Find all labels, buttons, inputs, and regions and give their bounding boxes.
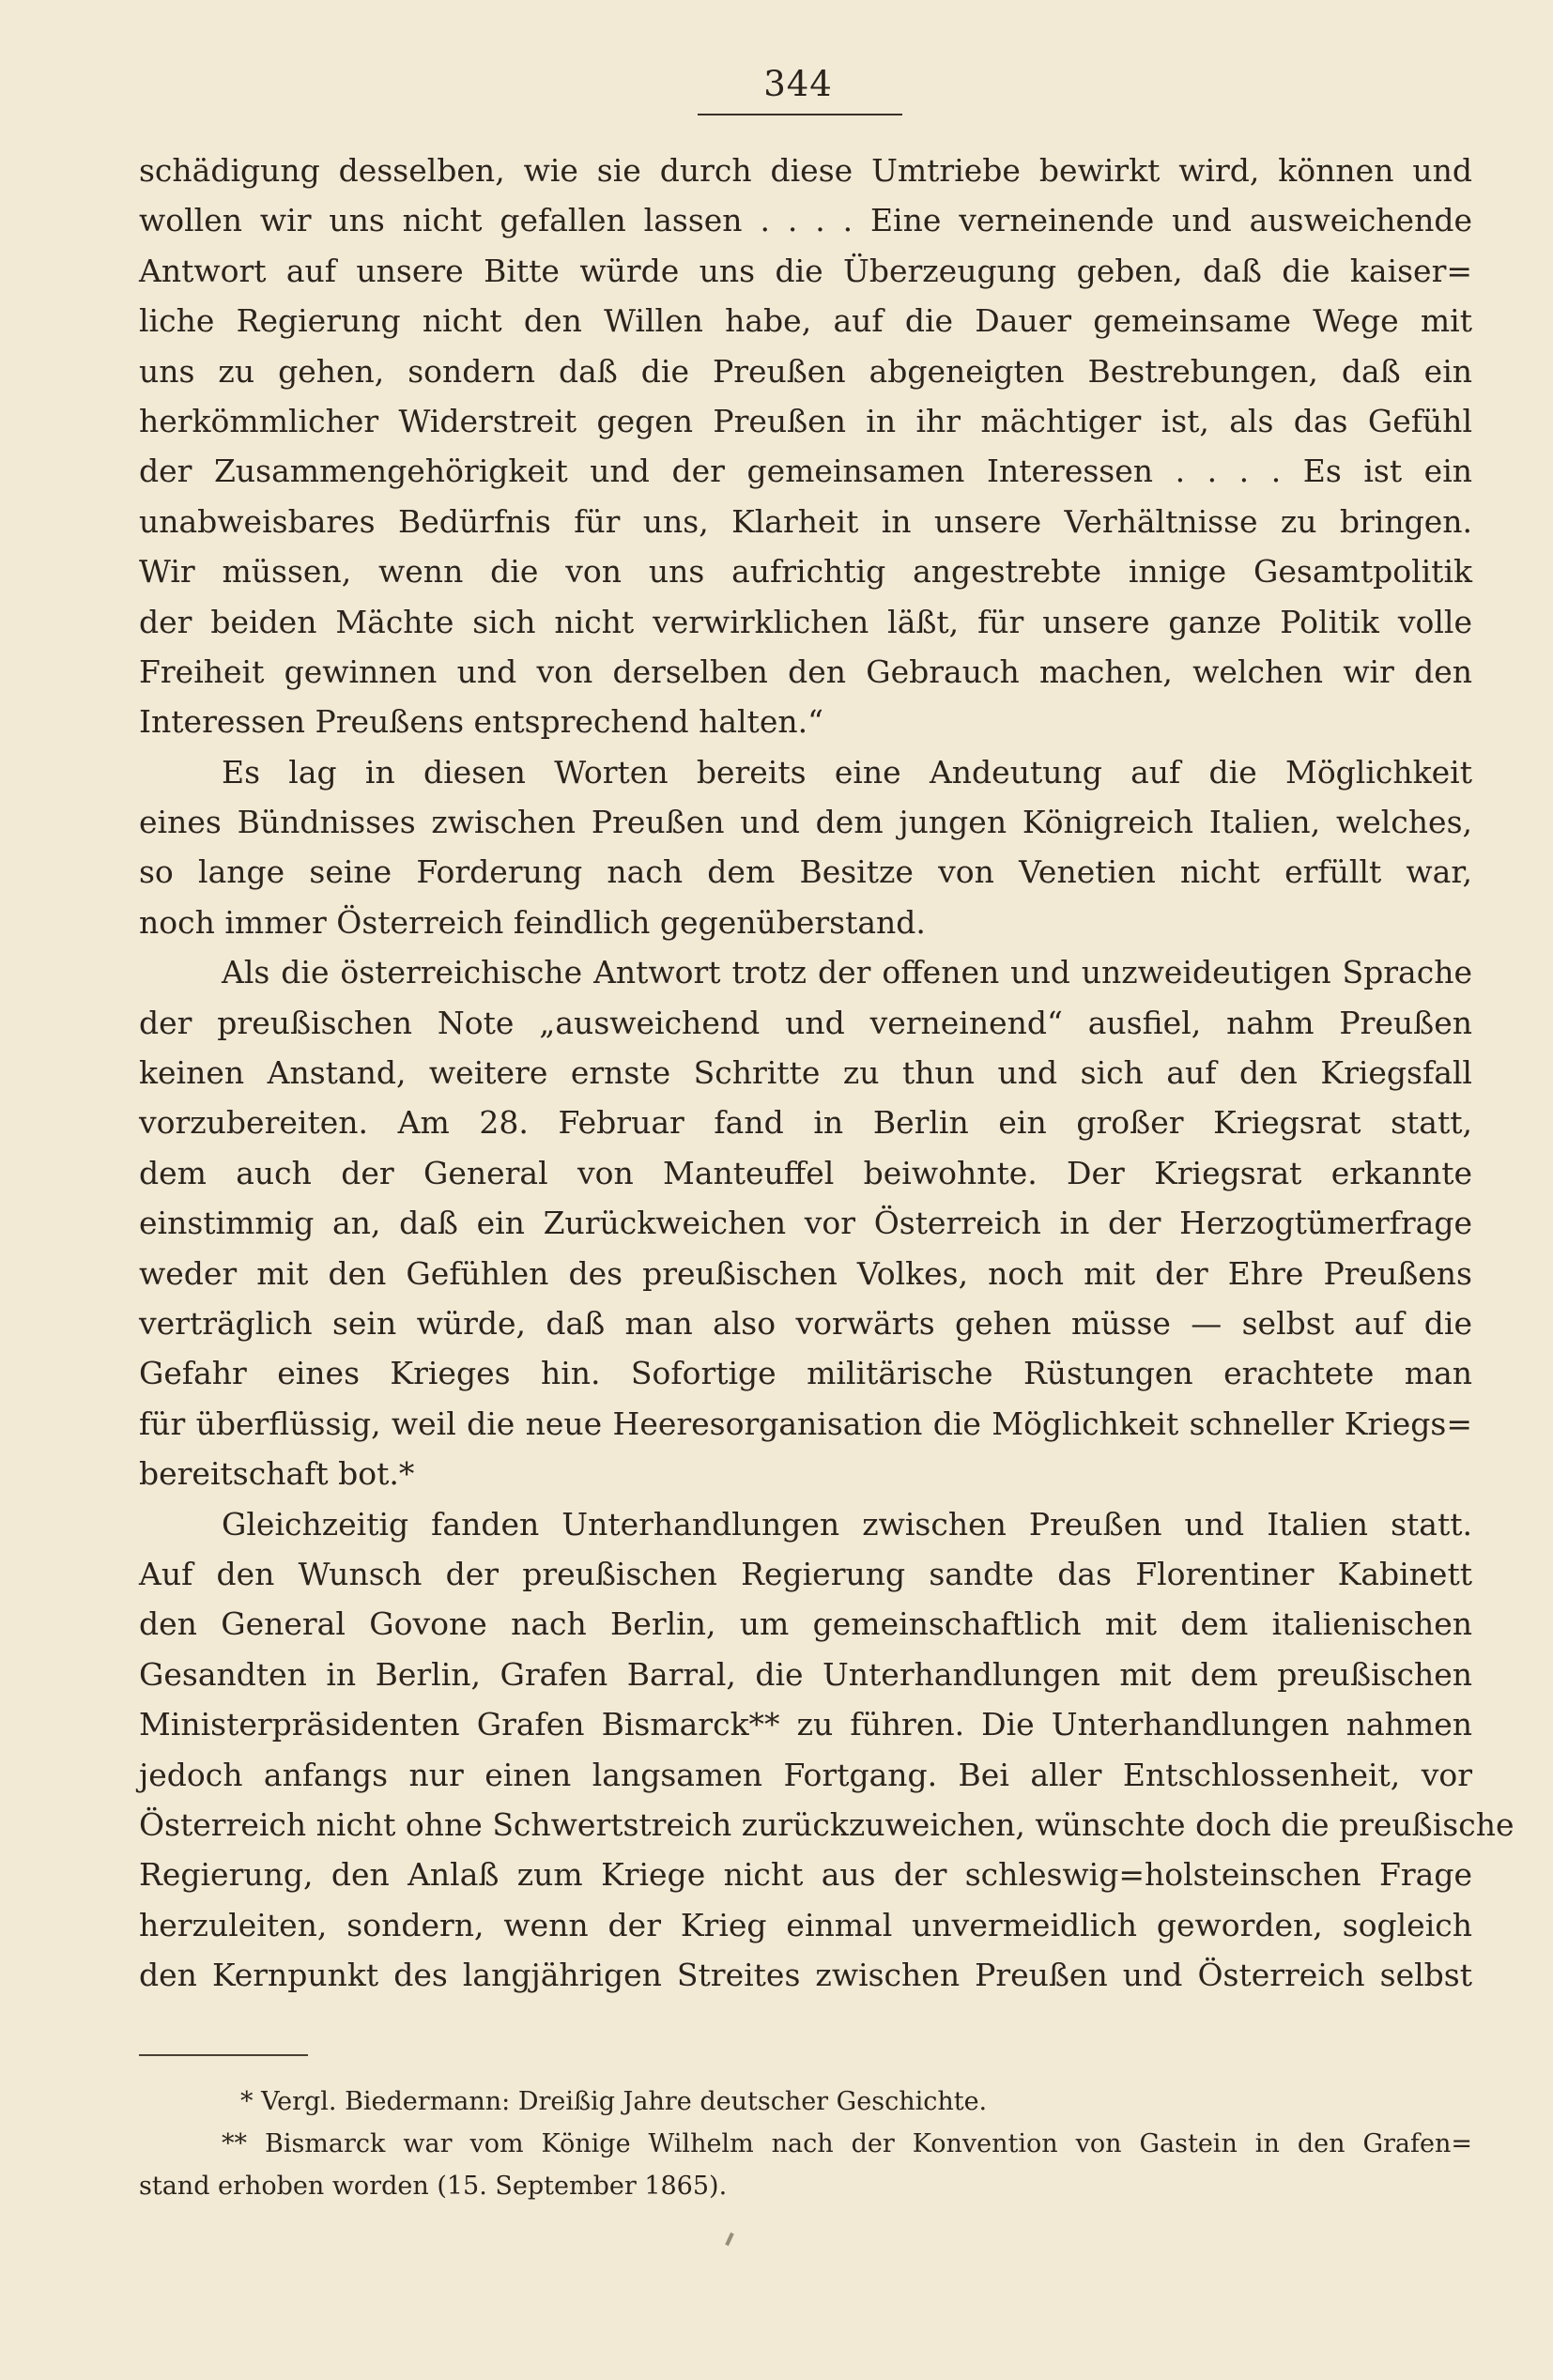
text-line: herkömmlicher Widerstreit gegen Preußen in ihr mächtiger ist, als das Gefühl (139, 402, 1472, 439)
text-line: Gesandten in Berlin, Grafen Barral, die Unterhandlungen mit dem preußischen (139, 1655, 1472, 1693)
text-line: Regierung, den Anlaß zum Kriege nicht aus der schleswig=holsteinschen Frage (139, 1856, 1472, 1894)
paragraph-start-line: Als die österreichische Antwort trotz der offenen und unzweideutigen Sprache (222, 954, 1472, 991)
text-line: den Kernpunkt des langjährigen Streites zwischen Preußen und Österreich selbst (139, 1957, 1472, 1994)
text-line: Österreich nicht ohne Schwertstreich zurückzuweichen, wünschte doch die preußische (139, 1805, 1515, 1843)
text-line: unabweisbares Bedürfnis für uns, Klarheit in unsere Verhältnisse zu bringen. (139, 502, 1472, 540)
text-line: dem auch der General von Manteuffel beiwohnte. Der Kriegsrat erkannte (139, 1154, 1472, 1191)
text-line: für überflüssig, weil die neue Heeresorganisation die Möglichkeit schneller Kriegs= (139, 1405, 1472, 1442)
text-line: herzuleiten, sondern, wenn der Krieg einmal unvermeidlich geworden, sogleich (139, 1906, 1472, 1943)
text-line: Gefahr eines Krieges hin. Sofortige militärische Rüstungen erachtete man (139, 1355, 1472, 1392)
text-line: wollen wir uns nicht gefallen lassen . . . . Eine verneinende und ausweichende (139, 202, 1472, 239)
text-line: noch immer Österreich feindlich gegenüberstand. (139, 903, 926, 941)
text-line: einstimmig an, daß ein Zurückweichen vor Österreich in der Herzogtümerfrage (139, 1205, 1472, 1242)
text-line: Interessen Preußens entsprechend halten.“ (139, 703, 823, 741)
paragraph-start-line: Es lag in diesen Worten bereits eine Andeutung auf die Möglichkeit (222, 753, 1472, 791)
text-line: weder mit den Gefühlen des preußischen Volkes, noch mit der Ehre Preußens (139, 1254, 1472, 1292)
text-line: uns zu gehen, sondern daß die Preußen abgeneigten Bestrebungen, daß ein (139, 352, 1472, 390)
text-line: bereitschaft bot.* (139, 1455, 415, 1493)
text-line: Auf den Wunsch der preußischen Regierung sandte das Florentiner Kabinett (139, 1555, 1472, 1592)
text-line: keinen Anstand, weitere ernste Schritte zu thun und sich auf den Kriegsfall (139, 1054, 1472, 1092)
text-line: der Zusammengehörigkeit und der gemeinsamen Interessen . . . . Es ist ein (139, 453, 1472, 490)
text-line: vorzubereiten. Am 28. Februar fand in Berlin ein großer Kriegsrat statt, (139, 1104, 1472, 1142)
page-number: 344 (763, 64, 833, 104)
text-line: eines Bündnisses zwischen Preußen und dem jungen Königreich Italien, welches, (139, 804, 1472, 841)
text-line: den General Govone nach Berlin, um gemeinschaftlich mit dem italienischen (139, 1605, 1472, 1643)
text-line: Wir müssen, wenn die von uns aufrichtig angestrebte innige Gesamtpolitik (139, 553, 1472, 591)
text-line: jedoch anfangs nur einen langsamen Fortgang. Bei aller Entschlossenheit, vor (139, 1756, 1472, 1793)
footnote-2-line-1: ** Bismarck war vom Könige Wilhelm nach der Konvention von Gastein in den Grafen= (222, 2129, 1472, 2158)
text-line: schädigung desselben, wie sie durch diese Umtriebe bewirkt wird, können und (139, 152, 1472, 189)
header-rule (698, 114, 902, 115)
paragraph-start-line: Gleichzeitig fanden Unterhandlungen zwischen Preußen und Italien statt. (222, 1505, 1472, 1543)
footnote-1: * Vergl. Biedermann: Dreißig Jahre deutscher Geschichte. (240, 2087, 988, 2116)
text-line: der preußischen Note „ausweichend und verneinend“ ausfiel, nahm Preußen (139, 1004, 1472, 1041)
text-line: Ministerpräsidenten Grafen Bismarck** zu führen. Die Unterhandlungen nahmen (139, 1706, 1472, 1743)
text-line: der beiden Mächte sich nicht verwirklichen läßt, für unsere ganze Politik volle (139, 603, 1472, 640)
body-text (139, 146, 1515, 2000)
paper-blemish (725, 2233, 734, 2246)
footnote-2-line-2: stand erhoben worden (15. September 1865). (139, 2172, 728, 2201)
text-line: verträglich sein würde, daß man also vorwärts gehen müsse — selbst auf die (139, 1304, 1472, 1342)
footnote-rule (139, 2054, 308, 2056)
text-line: Antwort auf unsere Bitte würde uns die Überzeugung geben, daß die kaiser= (139, 252, 1472, 289)
text-line: so lange seine Forderung nach dem Besitze von Venetien nicht erfüllt war, (139, 853, 1472, 891)
footnotes (139, 2081, 1472, 2207)
text-line: Freiheit gewinnen und von derselben den Gebrauch machen, welchen wir den (139, 653, 1472, 690)
text-line: liche Regierung nicht den Willen habe, auf die Dauer gemeinsame Wege mit (139, 302, 1472, 340)
